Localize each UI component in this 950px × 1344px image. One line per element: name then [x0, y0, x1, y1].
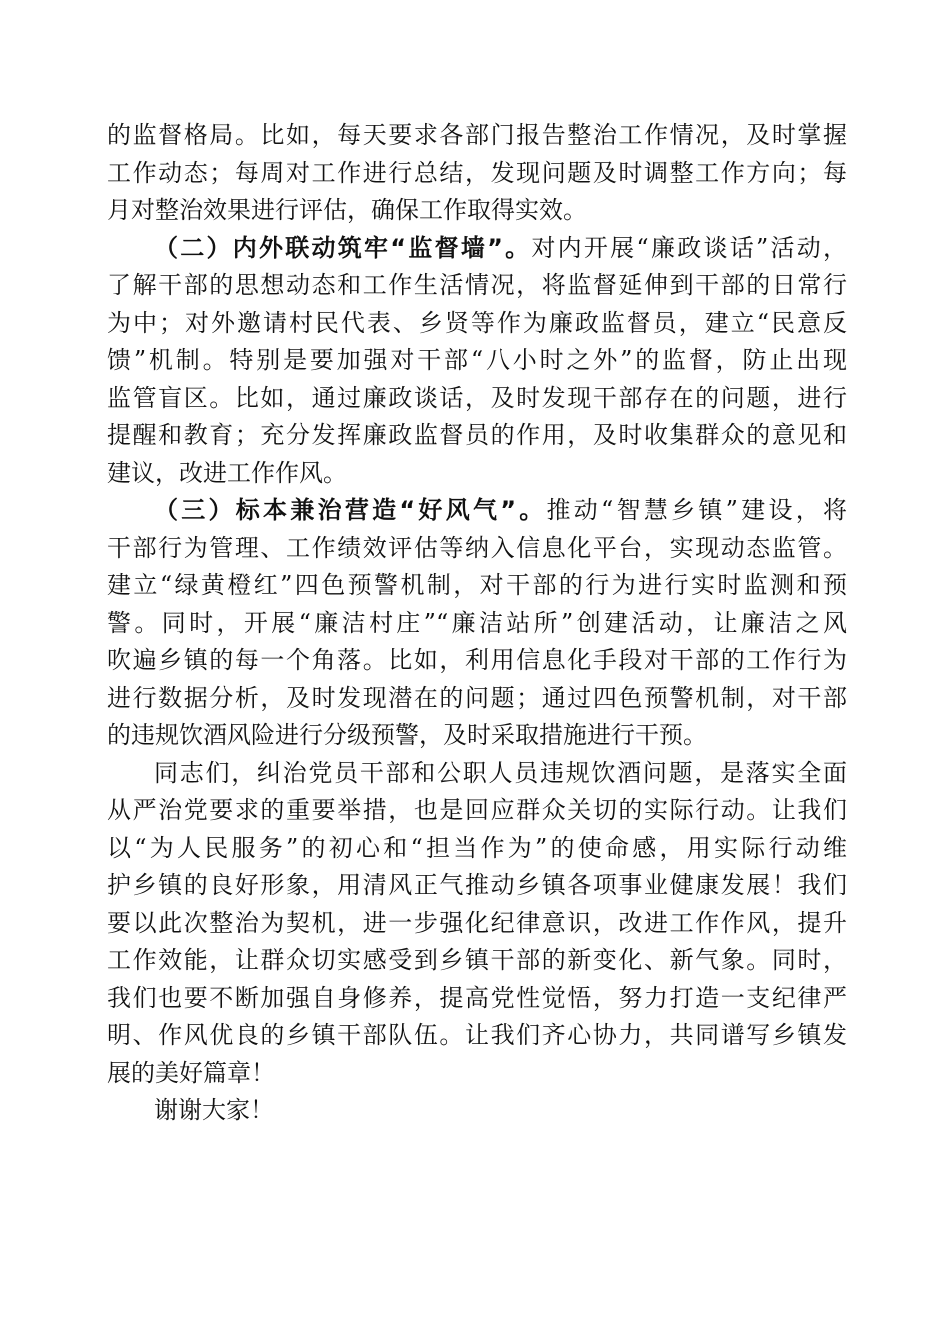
paragraph-line: 馈”机制。特别是要加强对干部“八小时之外”的监督，防止出现	[107, 346, 847, 374]
paragraph-line: 我们也要不断加强自身修养，提高党性觉悟，努力打造一支纪律严	[107, 983, 847, 1012]
paragraph-2	[107, 230, 847, 493]
paragraph-line: 月对整治效果进行评估，确保工作取得实效。	[107, 196, 587, 224]
paragraph-4	[107, 755, 847, 1093]
paragraph-line: 的监督格局。比如，每天要求各部门报告整治工作情况，及时掌握	[107, 121, 847, 149]
paragraph-first-line: 同志们，纠治党员干部和公职人员违规饮酒问题，是落实全面	[154, 758, 847, 787]
paragraph-line: 展的美好篇章！	[107, 1058, 275, 1087]
paragraph-line: 建立“绿黄橙红”四色预警机制，对干部的行为进行实时监测和预	[107, 571, 847, 599]
paragraph-line: 以“为人民服务”的初心和“担当作为”的使命感，用实际行动维	[107, 833, 847, 862]
paragraph-first-line	[107, 492, 847, 530]
paragraph-line: 的违规饮酒风险进行分级预警，及时采取措施进行干预。	[107, 721, 707, 749]
closing-line: 谢谢大家！	[154, 1096, 274, 1124]
paragraph-line: 工作效能，让群众切实感受到乡镇干部的新变化、新气象。同时，	[107, 946, 847, 974]
paragraph-line: 警。同时，开展“廉洁村庄”“廉洁站所”创建活动，让廉洁之风	[107, 608, 847, 637]
paragraph-line: 要以此次整治为契机，进一步强化纪律意识，改进工作作风，提升	[107, 908, 847, 937]
paragraph-3	[107, 492, 847, 755]
paragraph-text: 推动“智慧乡镇”建设，将	[546, 496, 847, 524]
paragraph-first-line	[107, 230, 847, 268]
paragraph-line: 干部行为管理、工作绩效评估等纳入信息化平台，实现动态监管。	[107, 533, 847, 562]
section-heading-3: （三）标本兼治营造“好风气”。	[154, 496, 547, 524]
paragraph-line: 从严治党要求的重要举措，也是回应群众关切的实际行动。让我们	[107, 796, 847, 824]
paragraph-line: 明、作风优良的乡镇干部队伍。让我们齐心协力，共同谱写乡镇发	[107, 1021, 847, 1049]
section-heading-2: （二）内外联动筑牢“监督墙”。	[154, 233, 532, 262]
paragraph-line: 建议，改进工作作风。	[107, 458, 347, 487]
paragraph-1	[107, 117, 847, 230]
paragraph-line: 工作动态；每周对工作进行总结，发现问题及时调整工作方向；每	[107, 158, 847, 187]
closing	[107, 1092, 847, 1130]
paragraph-text: 对内开展“廉政谈话”活动，	[531, 233, 847, 262]
paragraph-line: 为中；对外邀请村民代表、乡贤等作为廉政监督员，建立“民意反	[107, 308, 847, 337]
paragraph-line: 吹遍乡镇的每一个角落。比如，利用信息化手段对干部的工作行为	[107, 646, 847, 674]
paragraph-line: 进行数据分析，及时发现潜在的问题；通过四色预警机制，对干部	[107, 683, 847, 712]
paragraph-line: 监管盲区。比如，通过廉政谈话，及时发现干部存在的问题，进行	[107, 383, 847, 412]
paragraph-line: 护乡镇的良好形象，用清风正气推动乡镇各项事业健康发展！我们	[107, 871, 847, 899]
document-body	[107, 117, 847, 1130]
paragraph-line: 提醒和教育；充分发挥廉政监督员的作用，及时收集群众的意见和	[107, 421, 847, 449]
paragraph-line: 了解干部的思想动态和工作生活情况，将监督延伸到干部的日常行	[107, 271, 847, 299]
